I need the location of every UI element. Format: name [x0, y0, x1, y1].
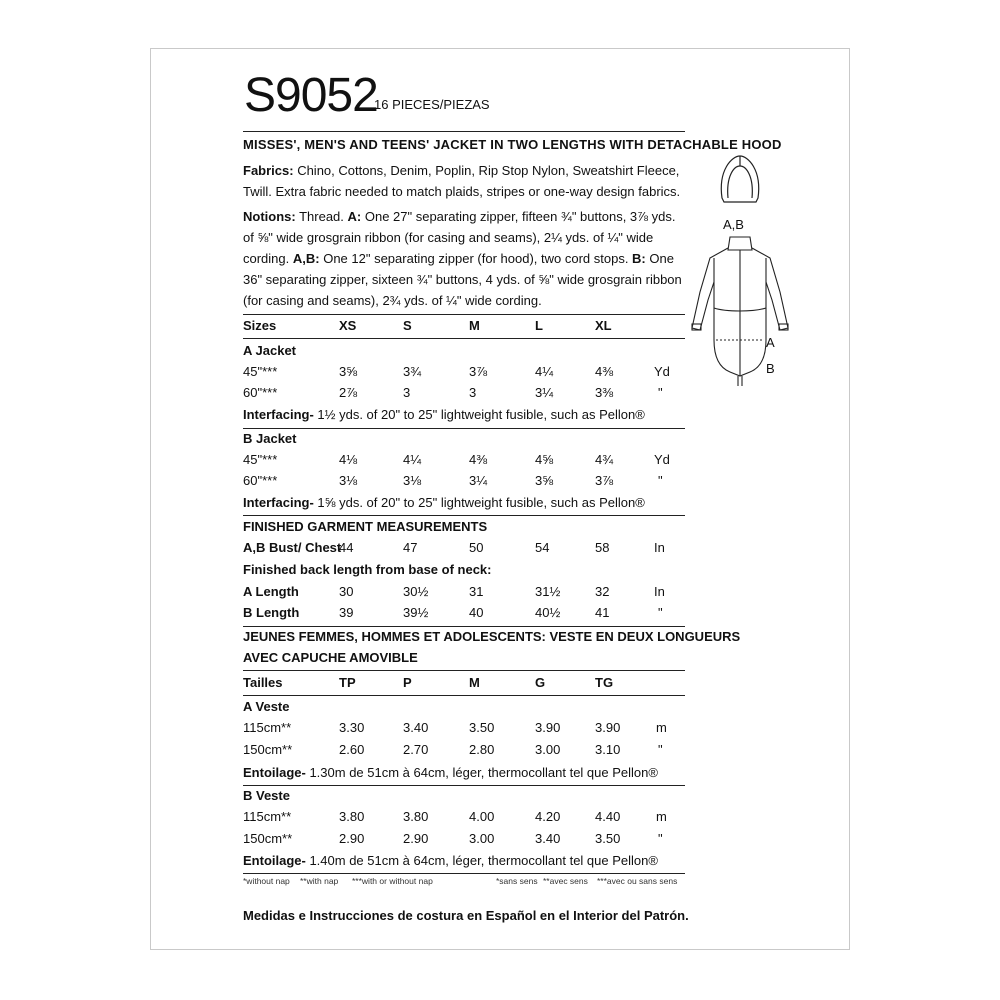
pattern-number: S9052	[244, 69, 378, 122]
notions-ab-text: One 12" separating zipper (for hood), two cord stops.	[319, 251, 633, 266]
table-cell: 2.70	[403, 742, 429, 757]
row-label: B Length	[243, 605, 300, 620]
size-cell: L	[535, 318, 543, 333]
divider	[243, 670, 685, 671]
divider	[243, 131, 685, 132]
table-cell: 3.00	[469, 831, 495, 846]
table-cell: 3	[403, 385, 411, 400]
fabrics-label: Fabrics:	[243, 163, 294, 178]
view-b-label: B	[766, 361, 775, 376]
divider	[243, 428, 685, 429]
table-cell: 3¼	[535, 385, 554, 400]
interfacing-text: 1½ yds. of 20" to 25" lightweight fusible, such as Pellon®	[313, 407, 645, 422]
entoilage-row	[243, 851, 688, 871]
table-cell: 4.40	[595, 809, 621, 824]
row-label: 45"***	[243, 452, 278, 467]
bust-row	[243, 538, 688, 558]
size-cell: G	[535, 675, 546, 690]
table-row	[243, 383, 688, 403]
hood-drawing	[721, 156, 758, 202]
table-cell: 2.90	[339, 831, 365, 846]
size-cell: M	[469, 318, 480, 333]
back-length-heading: Finished back length from base of neck:	[243, 562, 492, 577]
unit-cell: "	[658, 831, 663, 846]
size-cell: TP	[339, 675, 356, 690]
table-row	[243, 362, 688, 382]
tailles-row	[243, 673, 688, 693]
table-cell: 3.90	[535, 720, 561, 735]
table-cell: 3.30	[339, 720, 365, 735]
table-cell: 50	[469, 540, 484, 555]
table-cell: 4¼	[535, 364, 554, 379]
entoilage-text: 1.40m de 51cm à 64cm, léger, thermocollant tel que Pellon®	[305, 853, 658, 868]
notions-a-text: One 27" separating zipper, fifteen ¾" buttons, 3⅞ yds. of ⅝" wide grosgrain ribbon (for casing and seams), 2¼ yds. of ¼" wide cording.	[243, 209, 676, 266]
size-cell: XS	[339, 318, 357, 333]
row-label: 150cm**	[243, 831, 293, 846]
divider	[243, 873, 685, 874]
sizes-label: Sizes	[243, 318, 277, 333]
interfacing-row	[243, 493, 688, 513]
size-cell: XL	[595, 318, 612, 333]
french-title-line-2: AVEC CAPUCHE AMOVIBLE	[243, 650, 418, 665]
fabrics-text: Chino, Cottons, Denim, Poplin, Rip Stop Nylon, Sweatshirt Fleece, Twill. Extra fabric needed to match plaids, stripes or one-way design fabrics.	[243, 163, 681, 199]
table-cell: 32	[595, 584, 610, 599]
table-cell: 4⅛	[339, 452, 358, 467]
finished-heading: FINISHED GARMENT MEASUREMENTS	[243, 519, 488, 534]
size-cell: TG	[595, 675, 614, 690]
entoilage-row	[243, 763, 688, 783]
table-cell: 3⅜	[595, 385, 614, 400]
pieces-count: 16 PIECES/PIEZAS	[374, 97, 490, 112]
row-label: A Length	[243, 584, 299, 599]
entoilage-label: Entoilage-	[243, 853, 306, 868]
table-row	[243, 807, 688, 827]
table-cell: 30	[339, 584, 354, 599]
divider	[243, 695, 685, 696]
table-row	[243, 450, 688, 470]
row-label: 115cm**	[243, 720, 292, 735]
table-cell: 58	[595, 540, 610, 555]
table-cell: 3.50	[595, 831, 621, 846]
size-cell: M	[469, 675, 480, 690]
notions-b-text: One 36" separating zipper, sixteen ¾" buttons, 4 yds. of ⅝" wide grosgrain ribbon (for casing and seams), 2¾ yds. of ¼" wide cording.	[243, 251, 682, 308]
table-cell: 3.40	[535, 831, 561, 846]
notions-paragraph	[243, 206, 688, 311]
table-cell: 4¾	[595, 452, 614, 467]
interfacing-text: 1⅝ yds. of 20" to 25" lightweight fusible, such as Pellon®	[313, 495, 645, 510]
table-cell: 4¼	[403, 452, 422, 467]
pattern-title: MISSES', MEN'S AND TEENS' JACKET IN TWO LENGTHS WITH DETACHABLE HOOD	[243, 137, 782, 152]
notions-thread: Thread.	[295, 209, 348, 224]
unit-cell: Yd	[654, 452, 670, 467]
tailles-label: Tailles	[243, 675, 283, 690]
table-cell: 4.00	[469, 809, 495, 824]
table-cell: 4⅜	[469, 452, 488, 467]
table-cell: 4⅝	[535, 452, 554, 467]
interfacing-row	[243, 405, 688, 425]
table-cell: 3⅞	[469, 364, 488, 379]
table-cell: 54	[535, 540, 550, 555]
notions-ab-label: A,B:	[292, 251, 320, 266]
table-cell: 3⅛	[339, 473, 358, 488]
row-label: 150cm**	[243, 742, 293, 757]
footnote-fr-3: ***avec ou sans sens	[597, 876, 678, 886]
size-cell: P	[403, 675, 412, 690]
divider	[243, 338, 685, 339]
table-cell: 3¼	[469, 473, 488, 488]
garment-illustration	[680, 140, 800, 400]
table-cell: 40	[469, 605, 484, 620]
a-length-row	[243, 582, 688, 602]
entoilage-text: 1.30m de 51cm à 64cm, léger, thermocollant tel que Pellon®	[305, 765, 658, 780]
table-cell: 41	[595, 605, 610, 620]
b-veste-label: B Veste	[243, 788, 290, 803]
footnote-fr-1: *sans sens	[496, 876, 538, 886]
table-cell: 3¾	[403, 364, 422, 379]
table-cell: 3⅞	[595, 473, 614, 488]
table-cell: 31½	[535, 584, 561, 599]
table-cell: 2⅞	[339, 385, 358, 400]
row-label: 45"***	[243, 364, 278, 379]
unit-cell: In	[654, 584, 665, 599]
table-cell: 3.90	[595, 720, 621, 735]
table-row	[243, 471, 688, 491]
table-cell: 44	[339, 540, 354, 555]
notions-label: Notions:	[243, 209, 296, 224]
table-cell: 4⅜	[595, 364, 614, 379]
table-cell: 3.80	[403, 809, 429, 824]
entoilage-label: Entoilage-	[243, 765, 306, 780]
divider	[243, 314, 685, 315]
interfacing-label: Interfacing-	[243, 495, 314, 510]
unit-cell: Yd	[654, 364, 670, 379]
table-cell: 3	[469, 385, 477, 400]
table-cell: 4.20	[535, 809, 561, 824]
row-label: A,B Bust/ Chest	[243, 540, 342, 555]
unit-cell: "	[658, 385, 663, 400]
a-veste-label: A Veste	[243, 699, 290, 714]
row-label: 115cm**	[243, 809, 292, 824]
unit-cell: m	[656, 809, 667, 824]
row-label: 60"***	[243, 473, 278, 488]
table-row	[243, 718, 688, 738]
table-row	[243, 829, 688, 849]
table-cell: 3⅝	[339, 364, 358, 379]
fabrics-paragraph	[243, 160, 688, 202]
table-cell: 3.80	[339, 809, 365, 824]
interfacing-label: Interfacing-	[243, 407, 314, 422]
unit-cell: m	[656, 720, 667, 735]
b-length-row	[243, 603, 688, 623]
table-cell: 3.10	[595, 742, 621, 757]
unit-cell: In	[654, 540, 665, 555]
table-row	[243, 740, 688, 760]
footnote-en-3: ***with or without nap	[352, 876, 433, 886]
table-cell: 3.50	[469, 720, 495, 735]
view-a-label: A	[766, 335, 775, 350]
table-cell: 2.90	[403, 831, 429, 846]
table-cell: 47	[403, 540, 418, 555]
table-cell: 30½	[403, 584, 429, 599]
notions-b-label: B:	[632, 251, 646, 266]
b-jacket-label: B Jacket	[243, 431, 297, 446]
table-cell: 3.40	[403, 720, 429, 735]
table-cell: 2.60	[339, 742, 365, 757]
divider	[243, 515, 685, 516]
spanish-instructions-note: Medidas e Instrucciones de costura en Español en el Interior del Patrón.	[243, 908, 689, 923]
footnote-en-2: **with nap	[300, 876, 339, 886]
notions-a-label: A:	[347, 209, 362, 224]
table-cell: 3⅛	[403, 473, 422, 488]
hood-label: A,B	[723, 217, 744, 232]
table-cell: 2.80	[469, 742, 495, 757]
footnote-en-1: *without nap	[243, 876, 290, 886]
a-jacket-label: A Jacket	[243, 343, 296, 358]
row-label: 60"***	[243, 385, 278, 400]
size-cell: S	[403, 318, 412, 333]
table-cell: 3.00	[535, 742, 561, 757]
table-cell: 31	[469, 584, 484, 599]
sizes-row	[243, 316, 688, 336]
table-cell: 39	[339, 605, 354, 620]
footnote-fr-2: **avec sens	[543, 876, 588, 886]
french-title-line-1: JEUNES FEMMES, HOMMES ET ADOLESCENTS: VESTE EN DEUX LONGUEURS	[243, 629, 741, 644]
table-cell: 39½	[403, 605, 429, 620]
divider	[243, 785, 685, 786]
table-cell: 40½	[535, 605, 561, 620]
unit-cell: "	[658, 742, 663, 757]
unit-cell: "	[658, 605, 663, 620]
table-cell: 3⅝	[535, 473, 554, 488]
unit-cell: "	[658, 473, 663, 488]
